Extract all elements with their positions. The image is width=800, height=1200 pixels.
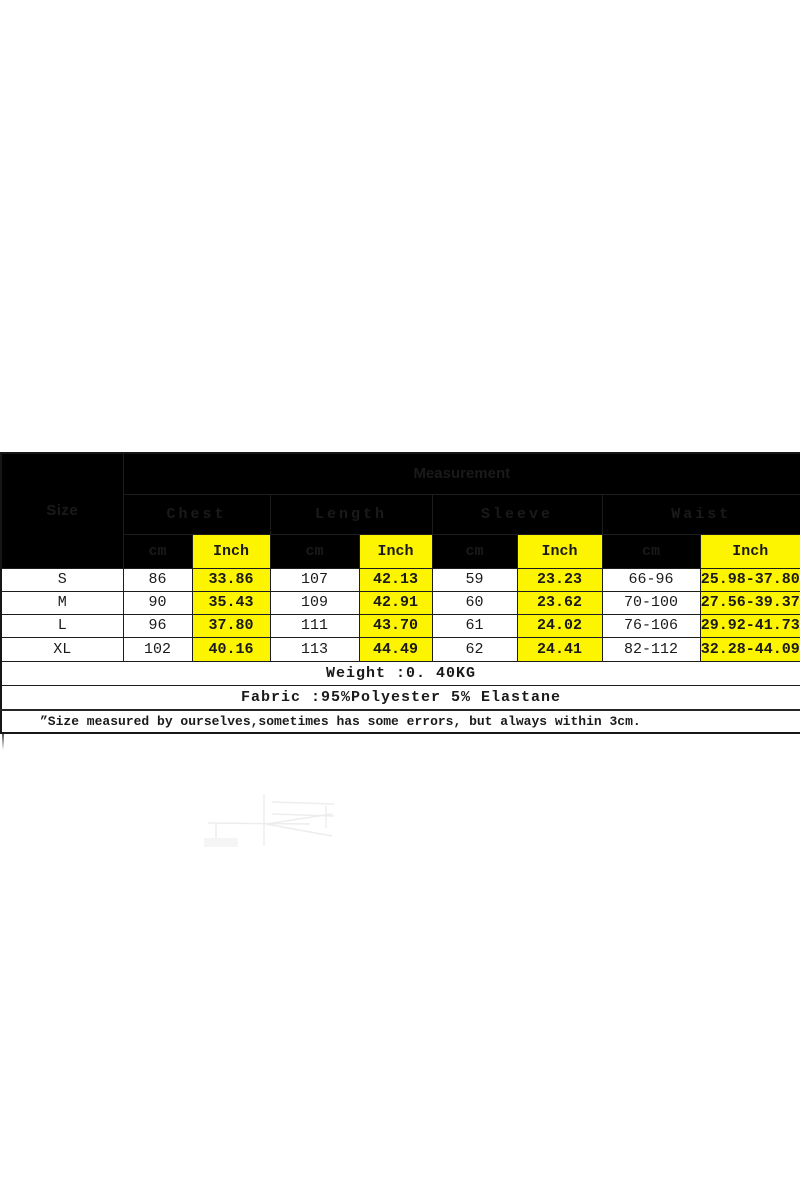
value-cell: 102 (123, 637, 192, 661)
size-column-header: Size (1, 453, 123, 568)
unit-header-cm: cm (270, 534, 359, 568)
inch-value-cell: 32.28-44.09 (700, 637, 800, 661)
value-cell: 86 (123, 568, 192, 591)
inch-value-cell: 24.41 (517, 637, 602, 661)
unit-header-inch: Inch (700, 534, 800, 568)
size-cell: XL (1, 637, 123, 661)
group-header-waist: Waist (602, 494, 800, 534)
value-cell: 113 (270, 637, 359, 661)
inch-value-cell: 27.56-39.37 (700, 591, 800, 614)
inch-value-cell: 29.92-41.73 (700, 614, 800, 637)
size-cell: M (1, 591, 123, 614)
inch-value-cell: 42.91 (359, 591, 432, 614)
size-cell: L (1, 614, 123, 637)
value-cell: 60 (432, 591, 517, 614)
fabric-row (1, 685, 800, 710)
table-left-border-artifact (2, 734, 4, 750)
size-cell: S (1, 568, 123, 591)
table-row-xl (1, 637, 800, 661)
value-cell: 70-100 (602, 591, 700, 614)
inch-value-cell: 23.23 (517, 568, 602, 591)
group-header-sleeve: Sleeve (432, 494, 602, 534)
group-header-chest: Chest (123, 494, 270, 534)
value-cell: 109 (270, 591, 359, 614)
value-cell: 61 (432, 614, 517, 637)
note-row (1, 710, 800, 733)
inch-value-cell: 44.49 (359, 637, 432, 661)
value-cell: 66-96 (602, 568, 700, 591)
value-cell: 90 (123, 591, 192, 614)
unit-header-inch: Inch (359, 534, 432, 568)
unit-header-inch: Inch (192, 534, 270, 568)
value-cell: 82-112 (602, 637, 700, 661)
inch-value-cell: 43.70 (359, 614, 432, 637)
group-header-length: Length (270, 494, 432, 534)
table-row-l (1, 614, 800, 637)
value-cell: 62 (432, 637, 517, 661)
size-note-text: ”Size measured by ourselves,sometimes has some errors, but always within 3cm. (1, 710, 800, 733)
unit-header-cm: cm (432, 534, 517, 568)
size-chart-table (0, 452, 800, 734)
fabric-text: Fabric :95%Polyester 5% Elastane (1, 685, 800, 710)
value-cell: 59 (432, 568, 517, 591)
table-row-m (1, 591, 800, 614)
inch-value-cell: 37.80 (192, 614, 270, 637)
value-cell: 76-106 (602, 614, 700, 637)
inch-value-cell: 24.02 (517, 614, 602, 637)
table-row-s (1, 568, 800, 591)
value-cell: 96 (123, 614, 192, 637)
weight-text: Weight :0. 40KG (1, 661, 800, 685)
unit-header-inch: Inch (517, 534, 602, 568)
inch-value-cell: 42.13 (359, 568, 432, 591)
unit-header-cm: cm (602, 534, 700, 568)
inch-value-cell: 23.62 (517, 591, 602, 614)
measurement-title: Measurement (123, 453, 800, 494)
inch-value-cell: 33.86 (192, 568, 270, 591)
unit-header-cm: cm (123, 534, 192, 568)
value-cell: 111 (270, 614, 359, 637)
inch-value-cell: 25.98-37.80 (700, 568, 800, 591)
weight-row (1, 661, 800, 685)
faint-garment-sketch-watermark (160, 780, 370, 860)
value-cell: 107 (270, 568, 359, 591)
inch-value-cell: 35.43 (192, 591, 270, 614)
inch-value-cell: 40.16 (192, 637, 270, 661)
